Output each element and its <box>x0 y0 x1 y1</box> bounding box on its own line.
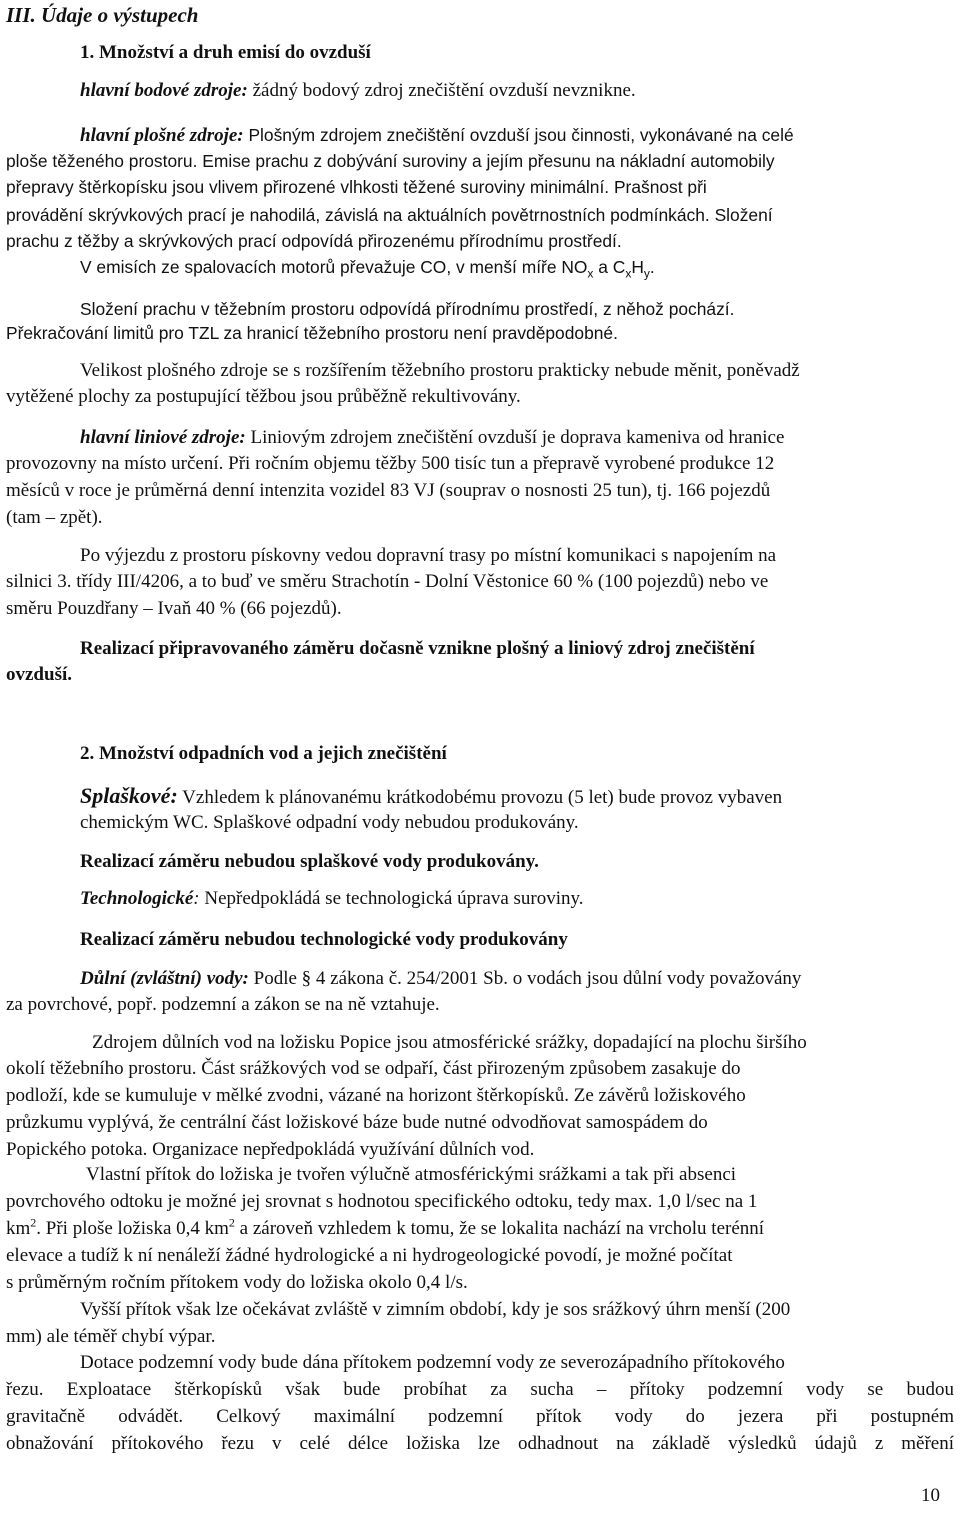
p2-line-5: s průměrným ročním přítokem vody do ložiska okolo 0,4 l/s. <box>6 1272 468 1293</box>
p3-line-2: mm) ale téměř chybí výpar. <box>6 1326 216 1347</box>
emissions-text-h: H <box>631 257 644 277</box>
page-number: 10 <box>921 1485 940 1506</box>
emissions-sub-x1: x <box>587 266 594 281</box>
line-sources-text-1: Liniovým zdrojem znečištění ovzduší je doprava kameniva od hranice <box>245 427 785 448</box>
line-sources-label: hlavní liniové zdroje: <box>80 427 246 448</box>
p4-line-4: obnažování přítokového řezu v celé délce ložiska lze odhadnout na základě výsledků údajů z měření <box>6 1433 954 1454</box>
p2-text-e: a zároveň vzhledem k tomu, že se lokalita nachází na vrcholu terénní <box>234 1218 765 1239</box>
p1-line-5: Popického potoka. Organizace nepředpokládá využívání důlních vod. <box>6 1139 535 1160</box>
area-sources-line-6 <box>80 254 954 280</box>
point-sources-text: žádný bodový zdroj znečištění ovzduší nevznikne. <box>247 80 636 101</box>
technological-line <box>80 886 954 912</box>
p2-line-2: povrchového odtoku je možné jej srovnat s hodnotou specifického odtoku, tedy max. 1,0 l/sec na 1 <box>6 1191 758 1212</box>
emissions-text-a: V emisích ze spalovacích motorů převažuje CO, v menší míře NO <box>80 257 588 277</box>
line-sources-line-2: provozovny na místo určení. Při ročním objemu těžby 500 tisíc tun a přepravě vyrobené produkce 12 <box>6 453 775 474</box>
point-sources-label: hlavní bodové zdroje: <box>80 80 248 101</box>
p2-km: km <box>6 1218 31 1239</box>
mine-water-line-2: za povrchové, popř. podzemní a zákon se na ně vztahuje. <box>6 994 440 1015</box>
p4-line-1: Dotace podzemní vody bude dána přítokem podzemní vody ze severozápadního přítokového <box>80 1352 785 1373</box>
emissions-text-c: a C <box>593 257 626 277</box>
area-sources-line-7: Složení prachu v těžebním prostoru odpovídá přírodnímu prostředí, z něhož pochází. <box>80 299 735 319</box>
sewage-line-1 <box>80 783 954 811</box>
p4-line-2: řezu. Exploatace štěrkopísků však bude probíhat za sucha – přítoky podzemní vody se budou <box>6 1379 954 1400</box>
sewage-line-2: chemickým WC. Splaškové odpadní vody nebudou produkovány. <box>80 812 579 833</box>
line-sources-line-4: (tam – zpět). <box>6 507 103 528</box>
emissions-sub-y: y <box>643 266 650 281</box>
technological-conclusion: Realizací záměru nebudou technologické vody produkovány <box>80 929 568 950</box>
technological-colon: : <box>193 888 200 909</box>
technological-text: Nepředpokládá se technologická úprava suroviny. <box>199 888 584 909</box>
p4-line-3: gravitačně odvádět. Celkový maximální podzemní přítok vody do jezera při postupném <box>6 1406 954 1427</box>
heading-emissions: 1. Množství a druh emisí do ovzduší <box>80 42 371 63</box>
p2-sup-1: 2 <box>30 1215 37 1230</box>
area-sources-line-9: Velikost plošného zdroje se s rozšířením těžebního prostoru prakticky nebude měnit, poněvadž <box>80 360 800 381</box>
p1-line-2: okolí těžebního prostoru. Část srážkových vod se odpaří, část přirozeným způsobem zasakuje do <box>6 1058 741 1079</box>
area-sources-text-1: Plošným zdrojem znečištění ovzduší jsou činnosti, vykonávané na celé <box>243 125 794 145</box>
heading-waste-water: 2. Množství odpadních vod a jejich znečištění <box>80 743 447 764</box>
line-sources-line-7: směru Pouzdřany – Ivaň 40 % (66 pojezdů). <box>6 598 342 619</box>
line-sources-line-1 <box>80 425 954 451</box>
p2-line-3 <box>6 1216 954 1242</box>
p2-line-4: elevace a tudíž k ní nenáleží žádné hydrologické a ni hydrogeologické povodí, je možné počítat <box>6 1245 733 1266</box>
emissions-sub-x2: x <box>625 266 632 281</box>
area-sources-line-2: ploše těženého prostoru. Emise prachu z dobývání suroviny a jejím přesunu na nákladní automobily <box>6 151 775 171</box>
area-sources-line-3: přepravy štěrkopísku jsou vlivem přirozené vlhkosti těžené suroviny minimální. Prašnost při <box>6 177 707 197</box>
emissions-conclusion-1: Realizací připravovaného záměru dočasně vznikne plošný a liniový zdroj znečištění <box>80 638 755 659</box>
p2-text-c: . Při ploše ložiska 0,4 km <box>36 1218 229 1239</box>
mine-water-line-1 <box>80 966 954 992</box>
mine-water-label: Důlní (zvláštní) vody: <box>80 968 249 989</box>
sewage-label: Splaškové: <box>80 783 178 808</box>
line-sources-line-6: silnici 3. třídy III/4206, a to buď ve směru Strachotín - Dolní Věstonice 60 % (100 pojezdů) nebo ve <box>6 571 769 592</box>
mine-water-text-1: Podle § 4 zákona č. 254/2001 Sb. o vodách jsou důlní vody považovány <box>248 968 802 989</box>
p1-line-1: Zdrojem důlních vod na ložisku Popice jsou atmosférické srážky, dopadající na plochu širšího <box>92 1032 807 1053</box>
p1-line-3: podloží, kde se kumuluje v mělké zvodni, vázané na horizont štěrkopísků. Ze závěrů ložiskového <box>6 1085 746 1106</box>
section-title: III. Údaje o výstupech <box>6 3 199 27</box>
area-sources-line-1 <box>80 122 954 149</box>
area-sources-line-4: provádění skrývkových prací je nahodilá, závislá na aktuálních povětrnostních podmínkách. Složení <box>6 205 773 225</box>
area-sources-line-5: prachu z těžby a skrývkových prací odpovídá přirozenému přírodnímu prostředí. <box>6 231 622 251</box>
line-sources-line-3: měsíců v roce je průměrná denní intenzita vozidel 83 VJ (souprav o nosnosti 25 tun), tj. 166 pojezdů <box>6 480 771 501</box>
area-sources-line-10: vytěžené plochy za postupující těžbou jsou průběžně rekultivovány. <box>6 386 521 407</box>
p3-line-1: Vyšší přítok však lze očekávat zvláště v zimním období, kdy je sos srážkový úhrn menší (200 <box>80 1299 791 1320</box>
p2-sup-2: 2 <box>228 1215 235 1230</box>
point-sources-line <box>80 78 954 104</box>
area-sources-line-8: Překračování limitů pro TZL za hranicí těžebního prostoru není pravděpodobné. <box>6 323 618 343</box>
emissions-text-end: . <box>649 257 655 277</box>
emissions-conclusion-2: ovzduší. <box>6 664 72 685</box>
p2-line-1: Vlastní přítok do ložiska je tvořen výlučně atmosférickými srážkami a tak při absenci <box>86 1164 737 1185</box>
sewage-text-1: Vzhledem k plánovanému krátkodobému provozu (5 let) bude provoz vybaven <box>177 787 783 808</box>
technological-label: Technologické <box>80 888 194 909</box>
sewage-conclusion: Realizací záměru nebudou splaškové vody produkovány. <box>80 851 539 872</box>
line-sources-line-5: Po výjezdu z prostoru pískovny vedou dopravní trasy po místní komunikaci s napojením na <box>80 545 777 566</box>
area-sources-label: hlavní plošné zdroje: <box>80 125 244 146</box>
p1-line-4: průzkumu vyplývá, že centrální část ložiskové báze bude nutné odvodňovat samospádem do <box>6 1112 708 1133</box>
